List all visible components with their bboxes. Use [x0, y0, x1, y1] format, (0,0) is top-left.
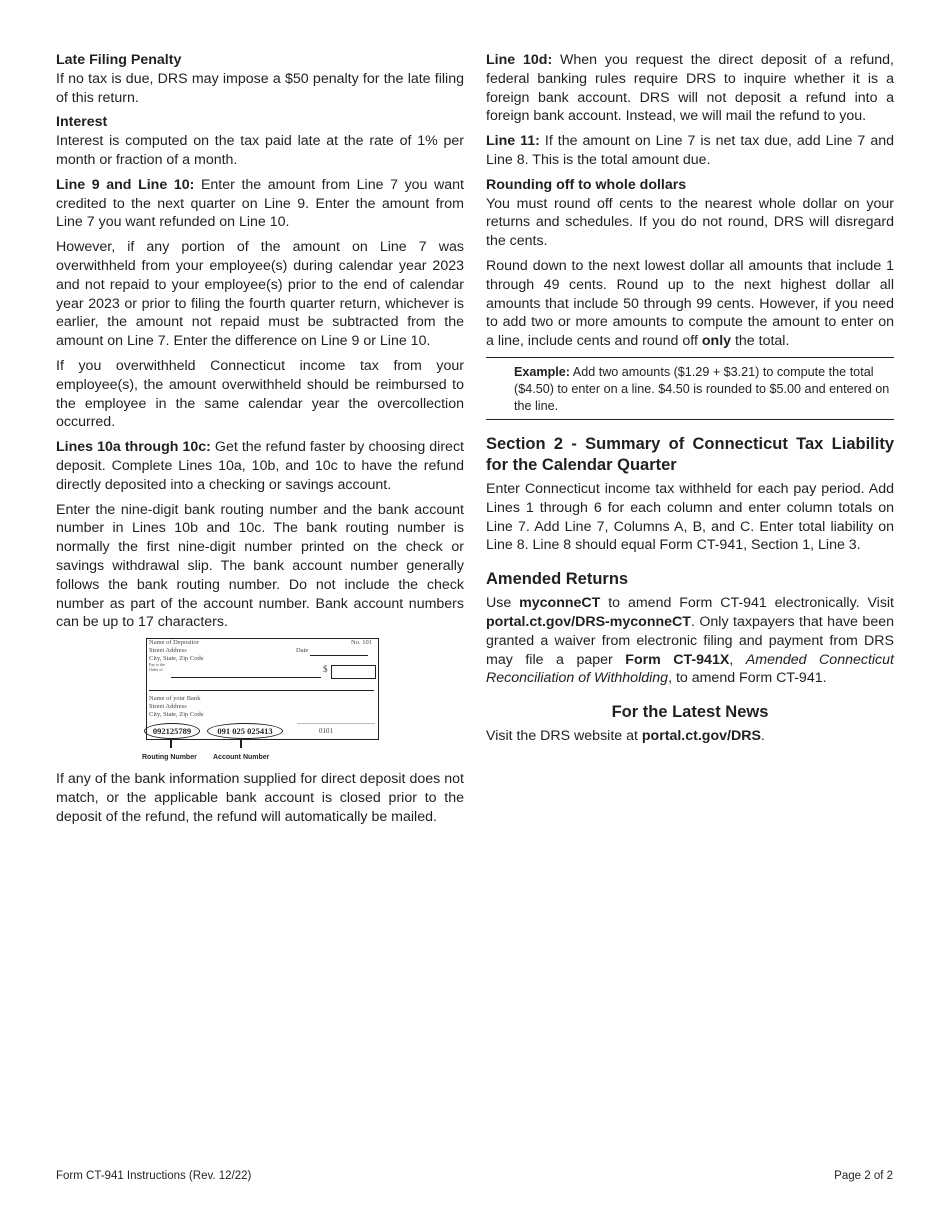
pay-to-label: Pay to the: [149, 662, 165, 668]
lines10a-10c-label: Lines 10a through 10c:: [56, 439, 211, 456]
sample-check: [146, 638, 379, 740]
account-number-label: Account Number: [213, 754, 270, 762]
bank-street: Street Address: [149, 703, 187, 711]
account-number-oval: 091 025 025413: [207, 723, 283, 739]
myconnect-link[interactable]: portal.ct.gov/DRS-myconneCT: [486, 613, 691, 630]
bank-name: Name of your Bank: [149, 695, 201, 703]
check-number-label: No. 101: [351, 639, 372, 647]
mismatch-paragraph: If any of the bank information supplied for direct deposit does not match, or the applicable bank account is closed prior to the deposit of the refund, the refund will automatically be mailed.: [56, 771, 464, 825]
check-serial-number: 0101: [319, 727, 333, 736]
drs-website-link[interactable]: portal.ct.gov/DRS: [641, 728, 761, 745]
bank-city: City, State, Zip Code: [149, 711, 204, 719]
sample-check-figure: [56, 638, 464, 760]
routing-number-oval: 092125789: [144, 723, 200, 739]
section2-text: Enter Connecticut income tax withheld for each pay period. Add Lines 1 through 6 for each column and enter column totals on Line 7. Add Line 7, Columns A, B, and C. Enter total liability on Line 8. Line 8 should equal Form CT-941, Section 1, Line 3.: [486, 480, 894, 554]
footer-form-label: Form CT-941 Instructions (Rev. 12/22): [56, 1170, 252, 1182]
interest-heading: Interest: [56, 114, 108, 131]
line9-10-paragraph: Line 9 and Line 10: Enter the amount from Line 7 you want credited to the next quarter on Line 9. Enter the amount from Line 7 you want refunded on Line 10.: [56, 176, 465, 231]
date-label: Date: [296, 647, 309, 655]
left-column: [56, 51, 464, 833]
line11-paragraph: Line 11: If the amount on Line 7 is net tax due, add Line 7 and Line 8. This is the total amount due.: [486, 133, 894, 168]
rounding-rules-paragraph: Round down to the next lowest dollar all amounts that include 1 through 49 cents. Round up to the next highest dollar all amounts that include 50 through 99 cents. However, if you need to add two or more amounts to compute the amount to enter on a line, include cents and round off only the total.: [486, 257, 894, 350]
dollar-sign: $: [323, 664, 328, 675]
latest-news-heading: For the Latest News: [611, 703, 769, 722]
line10d-paragraph: Line 10d: When you request the direct deposit of a refund, federal banking rules require DRS to inquire whether it is a foreign bank account. DRS will not deposit a refund into a foreign bank account. Instead, we will mail the refund to you.: [486, 52, 894, 125]
rounding-heading: Rounding off to whole dollars: [486, 176, 687, 193]
amended-returns-heading: Amended Returns: [486, 570, 629, 589]
late-filing-text: If no tax is due, DRS may impose a $50 penalty for the late filing of this return.: [56, 70, 464, 106]
interest-text: Interest is computed on the tax paid late at the rate of 1% per month or fraction of a month.: [56, 133, 464, 168]
latest-news-text: Visit the DRS website at portal.ct.gov/DRS.: [486, 728, 765, 745]
depositor-street: Street Address: [149, 647, 187, 655]
reimburse-paragraph: If you overwithheld Connecticut income tax from your employee(s), the amount overwithheld should be reimbursed to the employee in the same calendar year the overcollection occurred.: [56, 357, 464, 431]
footer-page-number: Page 2 of 2: [834, 1170, 893, 1182]
depositor-city: City, State, Zip Code: [149, 655, 204, 663]
amended-returns-text: Use myconneCT to amend Form CT-941 electronically. Visit portal.ct.gov/DRS-myconneCT. Only taxpayers that have been granted a waiver from electronic filing and payment from DRS may file a paper Form CT-941X, Amended Connecticut Reconciliation of Withholding, to amend Form CT-941.: [486, 595, 895, 687]
routing-paragraph: Enter the nine-digit bank routing number and the bank account number in Lines 10b and 10c. The bank routing number is normally the first nine-digit number printed on the check or savings withdrawal slip. The bank account number generally follows the bank routing number. Do not include the check number as part of the account number. Bank account numbers can be up to 17 characters.: [56, 501, 464, 631]
line11-label: Line 11:: [486, 133, 540, 150]
routing-number-label: Routing Number: [142, 754, 197, 762]
rounding-text: You must round off cents to the nearest whole dollar on your returns and schedules. If you do not round, DRS will disregard the cents.: [486, 195, 894, 250]
line9-10-label: Line 9 and Line 10:: [56, 176, 195, 193]
order-of-label: Order of: [149, 667, 163, 673]
section2-heading: Section 2 - Summary of Connecticut Tax Liability for the Calendar Quarter: [486, 434, 894, 474]
example-label: Example:: [514, 364, 570, 379]
late-filing-heading: Late Filing Penalty: [56, 52, 182, 68]
amount-box: [331, 665, 376, 679]
line10d-label: Line 10d:: [486, 52, 553, 68]
right-column: [486, 51, 894, 752]
lines10a-10c-paragraph: Lines 10a through 10c: Get the refund faster by choosing direct deposit. Complete Lines 10a, 10b, and 10c to have the refund directly deposited into a checking or savings account.: [56, 439, 464, 493]
rounding-example-box: Example: Add two amounts ($1.29 + $3.21) to compute the total ($4.50) to enter on a line. $4.50 is rounded to $5.00 and entered on the line.: [486, 357, 894, 420]
overwithheld-paragraph: However, if any portion of the amount on Line 7 was overwithheld from your employee(s) during calendar year 2023 and not repaid to your employee(s) prior to the end of calendar year 2023 or prior to filing the fourth quarter return, whichever is earlier, the amount not repaid must be subtracted from the amount on Line 7. Enter the difference on Line 9 or Line 10.: [56, 239, 464, 350]
depositor-name: Name of Depositor: [149, 639, 199, 647]
